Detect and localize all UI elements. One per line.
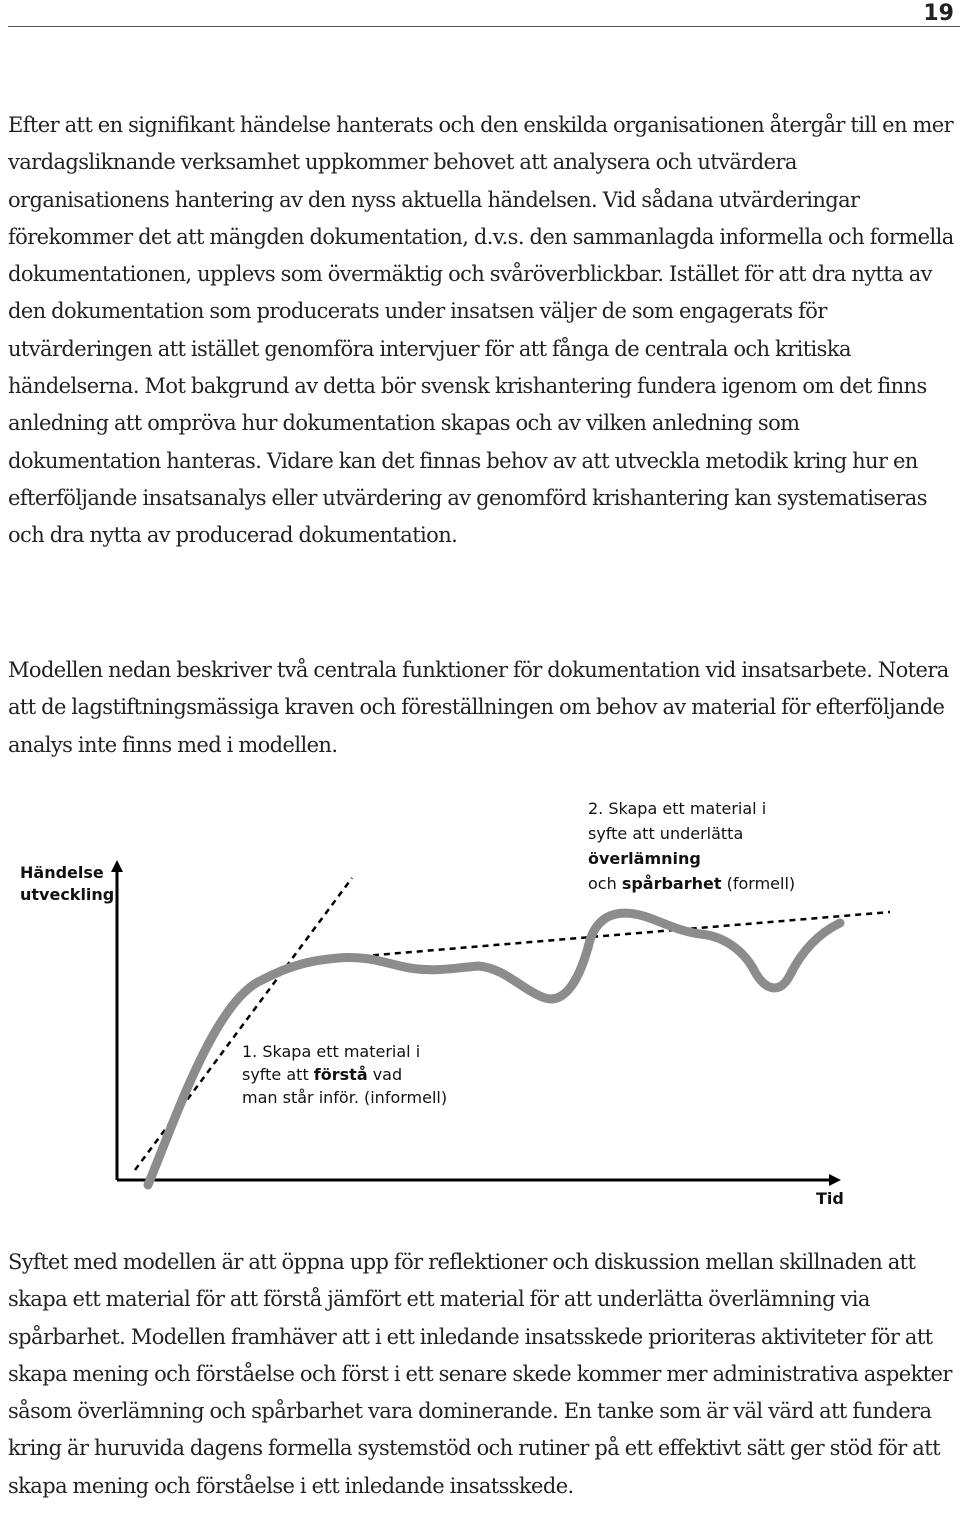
y-axis-label-line-2: utveckling: [20, 885, 115, 904]
annotation-handover: [588, 799, 795, 893]
annotation_2-line-3: överlämning: [588, 849, 701, 868]
paragraph-evaluation: Efter att en signifikant händelse hanterats och den enskilda organisationen återgår till en mer vardagsliknande verksamhet uppkommer behovet att analysera och utvärdera organisationens hantering av den nyss aktuella händelsen. Vid sådana utvärderingar förekommer det att mängden dokumentation, d.v.s. den sammanlagda informella och formella dokumentationen, upplevs som övermäktig och svåröverblickbar. Istället för att dra nytta av den dokumentation som producerats under insatsen väljer de som engagerats för utvärderingen att istället genomföra intervjuer för att fånga de centrala och kritiska händelserna. Mot bakgrund av detta bör svensk krishantering fundera igenom om det finns anledning att ompröva hur dokumentation skapas och av vilken anledning som dokumentation hanteras. Vidare kan det finnas behov av att utveckla metodik kring hur en efterföljande insatsanalys eller utvärdering av genomförd krishantering kan systematiseras och dra nytta av producerad dokumentation.: [8, 113, 954, 548]
annotation-understanding: [242, 1042, 447, 1107]
annotation_1-line-3: man står inför. (informell): [242, 1088, 448, 1107]
paragraph-purpose: Syftet med modellen är att öppna upp för reflektioner och diskussion mellan skillnaden att skapa ett material för att förstå jämfört ett material för att underlätta överlämning via spårbarhet. Modellen framhäver att i ett inledande insatsskede prioriteras aktiviteter för att skapa mening och förståelse och först i ett senare skede kommer mer administrativa aspekter såsom överlämning och spårbarhet vara dominerande. En tanke som är väl värd att fundera kring är huruvida dagens formella systemstöd och rutiner på ett effektivt sätt ger stöd för att skapa mening och förståelse i ett inledande insatsskede.: [8, 1250, 952, 1498]
page-number: 19: [923, 1, 954, 26]
annotation_1-line-1: 1. Skapa ett material i: [242, 1042, 421, 1061]
x-axis-label: Tid: [816, 1189, 844, 1208]
y-axis-label-line-1: Händelse: [20, 863, 104, 882]
documentation-model-figure: [0, 790, 960, 1220]
annotation_2-line-1: 2. Skapa ett material i: [588, 799, 767, 818]
annotation_2-line-4: och spårbarhet (formell): [588, 874, 796, 893]
header-rule: [8, 26, 960, 27]
annotation_2-line-2: syfte att underlätta: [588, 824, 744, 843]
paragraph-model-intro: Modellen nedan beskriver två centrala funktioner för dokumentation vid insatsarbete. Notera att de lagstiftningsmässiga kraven och föreställningen om behov av material för efterföljande analys inte finns med i modellen.: [8, 658, 949, 757]
annotation_1-line-2: syfte att förstå vad: [242, 1065, 403, 1084]
model-diagram: [0, 790, 960, 1220]
